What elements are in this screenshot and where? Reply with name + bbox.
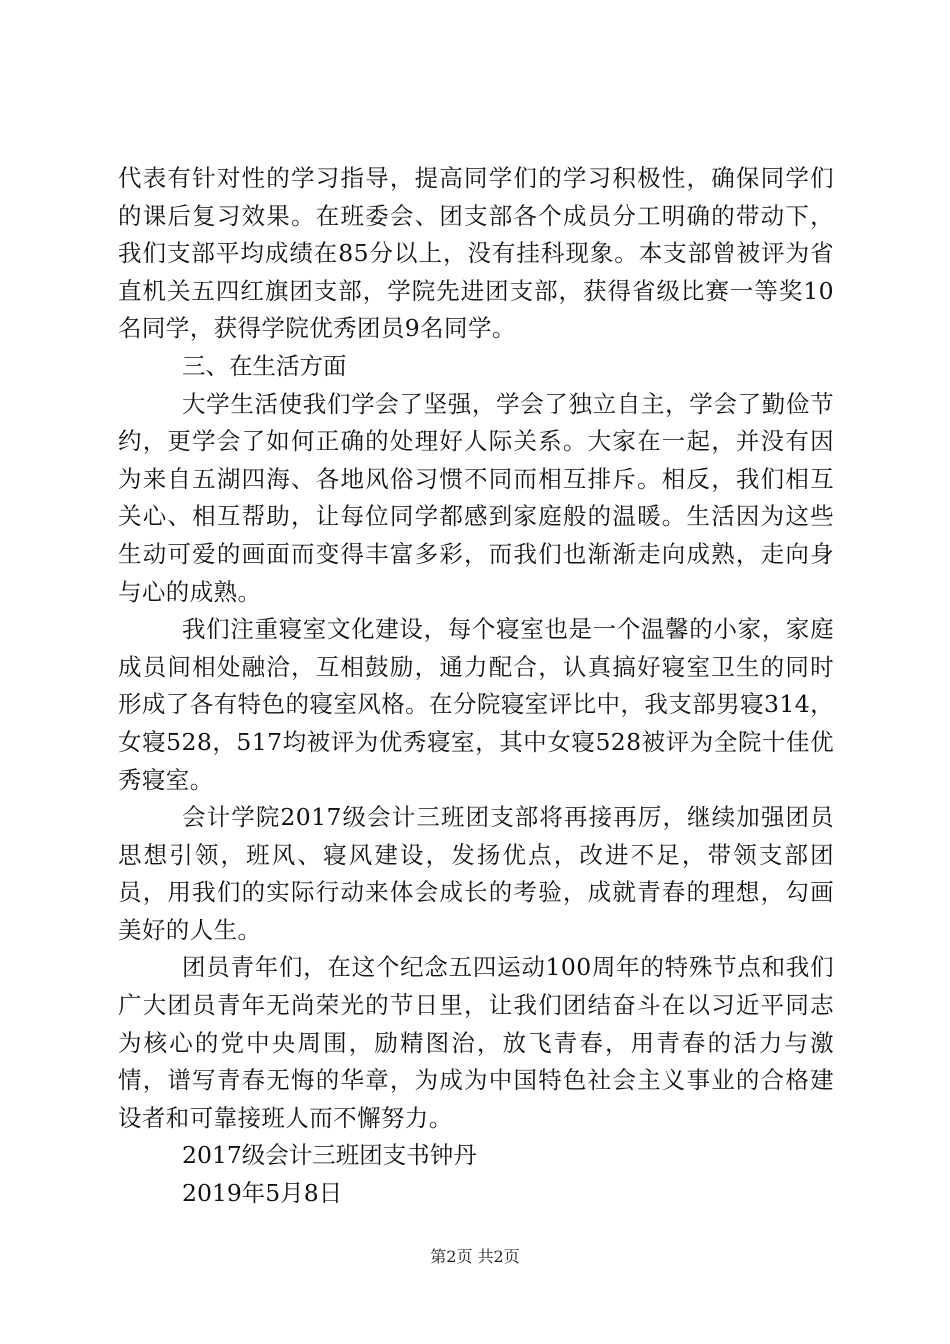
paragraph-college-life: 大学生活使我们学会了坚强，学会了独立自主，学会了勤俭节约，更学会了如何正确的处理好人际关系。大家在一起，并没有因为来自五湖四海、各地风俗习惯不同而相互排斥。相反，我们相互关心、相互帮助，让每位同学都感到家庭般的温暖。生活因为这些生动可爱的画面而变得丰富多彩，而我们也渐渐走向成熟，走向身与心的成熟。 — [118, 389, 834, 606]
paragraph-dorm-culture: 我们注重寝室文化建设，每个寝室也是一个温馨的小家，家庭成员间相处融洽，互相鼓励，通力配合，认真搞好寝室卫生的同时形成了各有特色的寝室风格。在分院寝室评比中，我支部男寝314，女寝528，517均被评为优秀寝室，其中女寝528被评为全院十佳优秀寝室。 — [118, 615, 834, 794]
date-line: 2019年5月8日 — [182, 1179, 343, 1208]
paragraph-study-continued: 代表有针对性的学习指导，提高同学们的学习积极性，确保同学们的课后复习效果。在班委会、团支部各个成员分工明确的带动下，我们支部平均成绩在85分以上，没有挂科现象。本支部曾被评为省直机关五四红旗团支部，学院先进团支部，获得省级比赛一等奖10名同学，获得学院优秀团员9名同学。 — [118, 164, 834, 343]
paragraph-call-to-action: 团员青年们，在这个纪念五四运动100周年的特殊节点和我们广大团员青年无尚荣光的节日里，让我们团结奋斗在以习近平同志为核心的党中央周围，励精图治，放飞青春，用青春的活力与激情，谱写青春无悔的华章，为成为中国特色社会主义事业的合格建设者和可靠接班人而不懈努力。 — [118, 953, 834, 1132]
page-number-footer: 第2页 共2页 — [430, 1247, 520, 1266]
section-heading-life: 三、在生活方面 — [182, 351, 347, 380]
paragraph-outlook: 会计学院2017级会计三班团支部将再接再厉，继续加强团员思想引领，班风、寝风建设，发扬优点，改进不足，带领支部团员，用我们的实际行动来体会成长的考验，成就青春的理想，勾画美好的人生。 — [118, 803, 834, 944]
signature-line: 2017级会计三班团支书钟丹 — [182, 1141, 477, 1170]
document-body — [118, 160, 834, 1213]
